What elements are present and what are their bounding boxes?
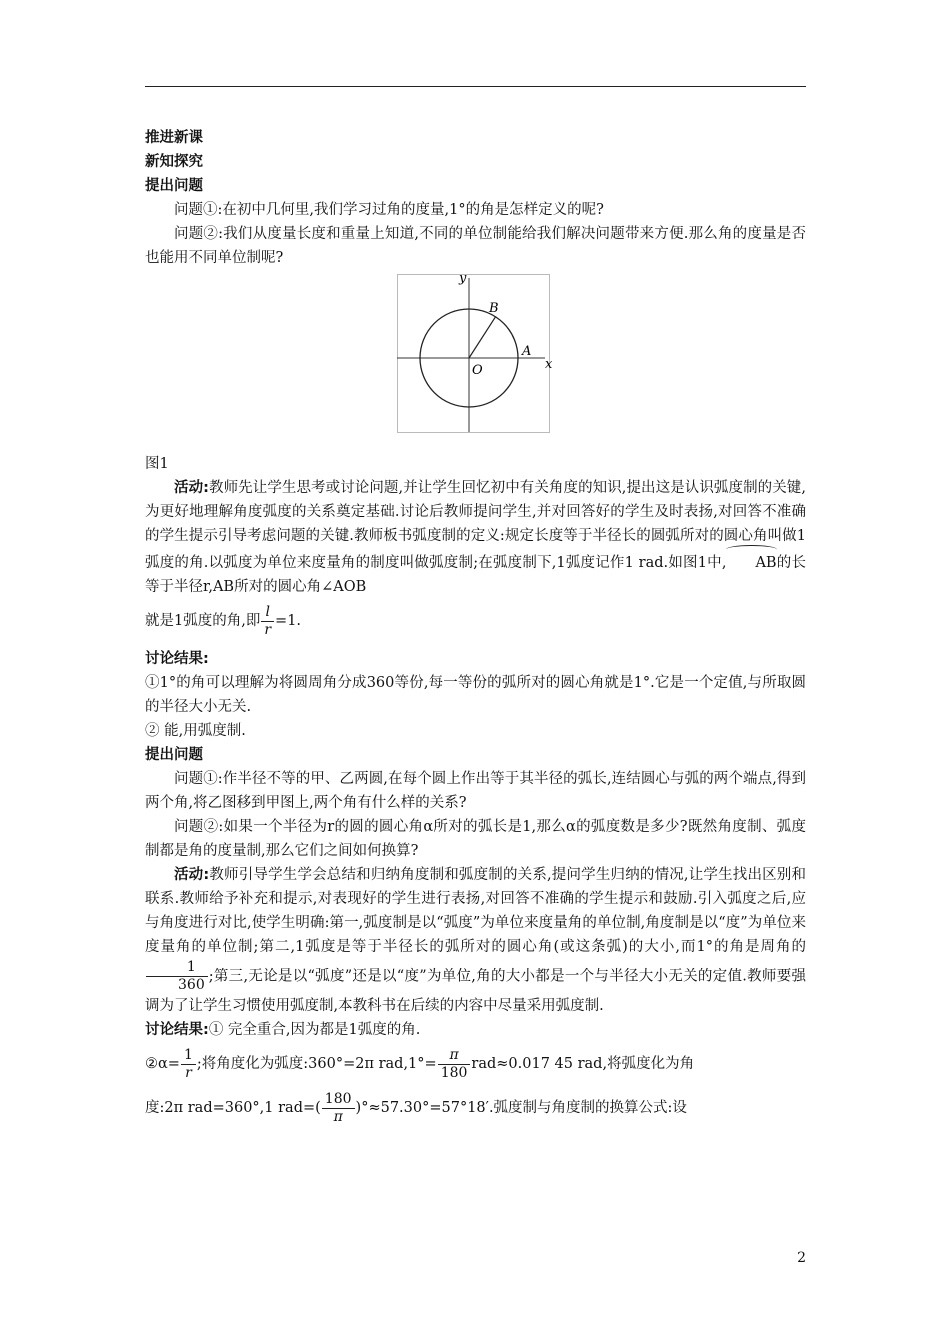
activity-2-label: 活动: bbox=[174, 867, 210, 883]
section-heading-3: 提出问题 bbox=[145, 178, 203, 194]
fraction-denominator: 360 bbox=[178, 977, 205, 993]
unit-circle-diagram bbox=[397, 274, 557, 452]
conversion-text-c: rad≈0.017 45 rad,将弧度化为角 bbox=[471, 1056, 695, 1072]
activity-2 bbox=[145, 863, 806, 1018]
discussion-result-1-item-1: ①1°的角可以理解为将圆周角分成360等份,每一等份的弧所对的圆心角就是1°.它是一个定值,与所取圆的半径大小无关. bbox=[145, 675, 806, 715]
fraction-1-over-r bbox=[181, 1047, 196, 1082]
page-number: 2 bbox=[797, 1250, 806, 1266]
question-2: 问题②:我们从度量长度和重量上知道,不同的单位制能给我们解决问题带来方便.那么角的度量是否也能用不同单位制呢? bbox=[145, 226, 806, 266]
discussion-result-1-item-2: ② 能,用弧度制. bbox=[145, 723, 246, 739]
fraction-numerator: 1 bbox=[146, 959, 208, 977]
fraction-pi-over-180 bbox=[438, 1047, 471, 1082]
activity-2-text2: ;第三,无论是以“弧度”还是以“度”为单位,角的大小都是一个与半径大小无关的定值.教师要强调为了让学生习惯使用弧度制,本教科书在后续的内容中尽量采用弧度制. bbox=[145, 968, 806, 1014]
activity-1 bbox=[145, 476, 806, 599]
discussion-result-2-label: 讨论结果: bbox=[145, 1022, 209, 1038]
page-content bbox=[145, 126, 806, 1130]
conversion-text-b: ;将角度化为弧度:360°=2π rad,1°= bbox=[196, 1056, 437, 1072]
label-o: O bbox=[472, 363, 483, 378]
fraction-numerator: 1 bbox=[181, 1047, 196, 1065]
fraction-numerator: l bbox=[261, 604, 274, 622]
fraction-1-over-360 bbox=[146, 959, 208, 994]
question-1: 问题①:在初中几何里,我们学习过角的度量,1°的角是怎样定义的呢? bbox=[174, 202, 604, 218]
discussion-result-1-label: 讨论结果: bbox=[145, 651, 209, 667]
conversion-text-e: )°≈57.30°=57°18′.弧度制与角度制的换算公式:设 bbox=[355, 1100, 687, 1116]
header-rule bbox=[145, 86, 806, 87]
question-2-2: 问题②:如果一个半径为r的圆的圆心角α所对的弧长是1,那么α的弧度数是多少?既然角度制、弧度制都是角的度量制,那么它们之间如何换算? bbox=[145, 819, 806, 859]
label-x: x bbox=[545, 357, 553, 372]
question-2-1: 问题①:作半径不等的甲、乙两圆,在每个圆上作出等于其半径的弧长,连结圆心与弧的两个端点,得到两个角,将乙图移到甲图上,两个角有什么样的关系? bbox=[145, 771, 806, 811]
figure-1 bbox=[145, 274, 806, 452]
fraction-numerator: 180 bbox=[322, 1091, 355, 1109]
discussion-result-2 bbox=[145, 1018, 806, 1042]
radius-ob bbox=[469, 317, 496, 358]
activity-1-label: 活动: bbox=[174, 480, 209, 496]
activity-1-text4: =1. bbox=[275, 613, 302, 629]
label-b: B bbox=[489, 301, 499, 316]
conversion-text-a: ②α= bbox=[145, 1056, 180, 1072]
fraction-denominator: 180 bbox=[440, 1064, 468, 1081]
fraction-denominator: r bbox=[264, 621, 272, 638]
label-a: A bbox=[522, 344, 532, 359]
conversion-line-1 bbox=[145, 1042, 806, 1086]
fraction-denominator: r bbox=[185, 1064, 192, 1081]
fraction-l-over-r bbox=[261, 604, 274, 639]
discussion-result-2-text: ① 完全重合,因为都是1弧度的角. bbox=[208, 1022, 421, 1038]
activity-1-text2: 的长等于半径r,AB所对的圆心角∠AOB bbox=[145, 555, 806, 595]
conversion-text-d: 度:2π rad=360°,1 rad=( bbox=[145, 1100, 321, 1116]
fraction-numerator: π bbox=[438, 1047, 471, 1065]
figure-caption: 图1 bbox=[145, 456, 169, 472]
arc-ab: AB bbox=[726, 548, 776, 575]
conversion-line-2 bbox=[145, 1086, 806, 1130]
fraction-denominator: π bbox=[333, 1108, 343, 1125]
section-heading-4: 提出问题 bbox=[145, 747, 203, 763]
fraction-180-over-pi bbox=[322, 1091, 355, 1126]
activity-1-text: 教师先让学生思考或讨论问题,并让学生回忆初中有关角度的知识,提出这是认识弧度制的关键,为更好地理解角度弧度的关系奠定基础.讨论后教师提问学生,并对回答好的学生及时表扬,对回答不准确的学生提示引导考虑问题的关键.教师板书弧度制的定义:规定长度等于半径长的圆弧所对的圆心角叫做1弧度的角.以弧度为单位来度量角的制度叫做弧度制;在弧度制下,1弧度记作1 rad.如图1中, bbox=[145, 480, 806, 571]
section-heading-2: 新知探究 bbox=[145, 154, 203, 170]
activity-2-text: 教师引导学生学会总结和归纳角度制和弧度制的关系,提问学生归纳的情况,让学生找出区别和联系.教师给予补充和提示,对表现好的学生进行表扬,对回答不准确的学生提示和鼓励.引入弧度之后,应与角度进行对比,使学生明确:第一,弧度制是以“弧度”为单位来度量角的单位制,角度制是以“度”为单位来度量角的单位制;第二,1弧度是等于半径长的弧所对的圆心角(或这条弧)的大小,而1°的角是周角的 bbox=[145, 867, 806, 955]
label-y: y bbox=[459, 274, 467, 286]
section-heading-1: 推进新课 bbox=[145, 130, 203, 146]
activity-1-end bbox=[145, 599, 806, 643]
activity-1-text3: 就是1弧度的角,即 bbox=[145, 613, 261, 629]
